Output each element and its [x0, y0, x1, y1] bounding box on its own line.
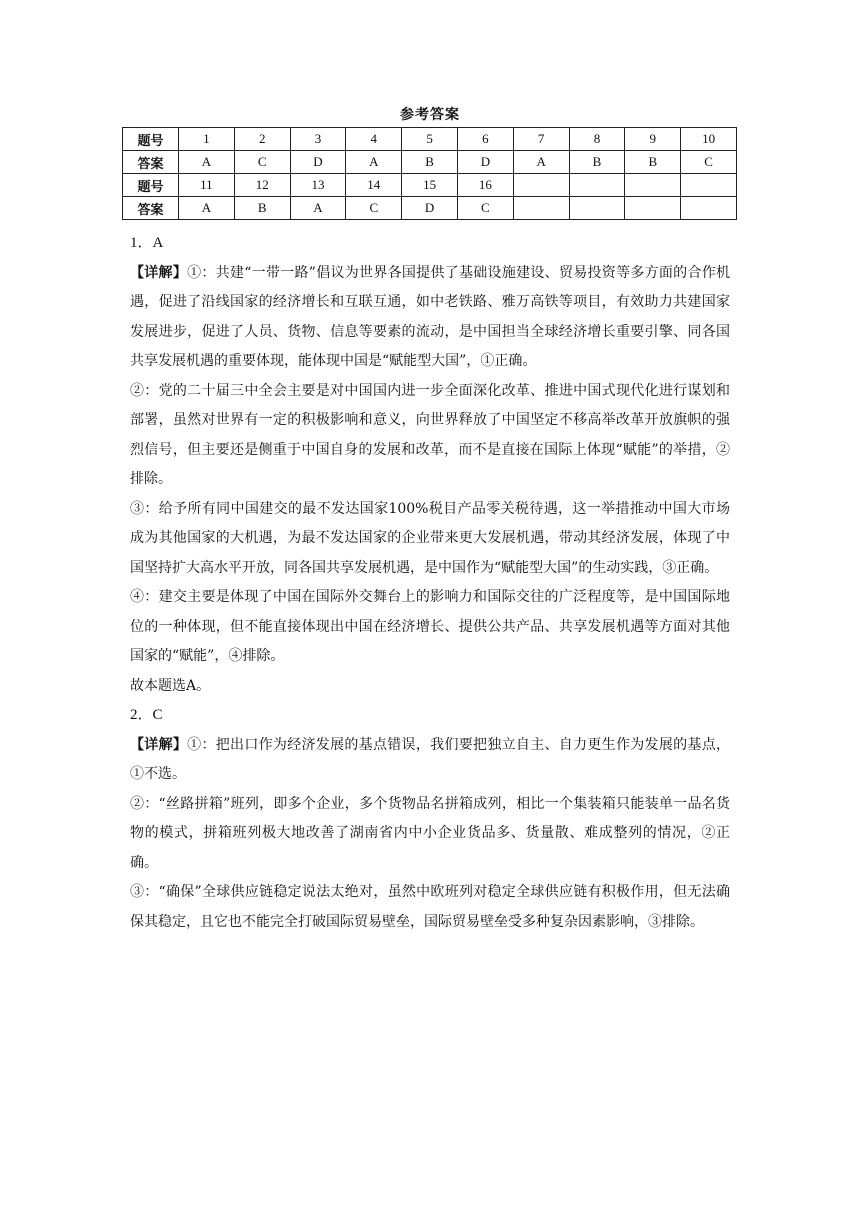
row-header: 答案: [123, 197, 179, 220]
table-row: [123, 174, 737, 197]
table-cell: 6: [457, 128, 513, 151]
detail-tag: 【详解】: [130, 264, 188, 281]
table-cell: 4: [346, 128, 402, 151]
table-cell: C: [681, 151, 737, 174]
table-cell: A: [179, 197, 235, 220]
table-cell: 13: [290, 174, 346, 197]
page-title: 参考答案: [400, 107, 460, 123]
detail-tag: 【详解】: [130, 736, 188, 753]
explanations: [130, 229, 730, 937]
table-cell: [681, 174, 737, 197]
question-2-point-2: ②：“丝路拼箱”班列，即多个企业，多个货物品名拼箱成列，相比一个集装箱只能装单一品名货物的模式，拼箱班列极大地改善了湖南省内中小企业货品多、货量散、难成整列的情况，②正确。: [130, 795, 730, 871]
question-1-heading: 1．A: [130, 235, 164, 251]
table-cell: 16: [457, 174, 513, 197]
table-cell: C: [234, 151, 290, 174]
table-cell: [625, 174, 681, 197]
table-cell: [625, 197, 681, 220]
answer-table: [122, 127, 737, 220]
table-cell: D: [402, 197, 458, 220]
table-cell: 9: [625, 128, 681, 151]
table-cell: 8: [569, 128, 625, 151]
table-cell: [513, 174, 569, 197]
table-cell: B: [625, 151, 681, 174]
table-cell: A: [346, 151, 402, 174]
table-row: [123, 197, 737, 220]
table-cell: B: [234, 197, 290, 220]
table-row: [123, 151, 737, 174]
question-1-conclusion: 故本题选A。: [130, 677, 211, 694]
table-cell: 11: [179, 174, 235, 197]
question-1-point-3: ③：给予所有同中国建交的最不发达国家100%税目产品零关税待遇，这一举措推动中国大市场成为其他国家的大机遇，为最不发达国家的企业带来更大发展机遇，带动其经济发展，体现了中国坚持扩大高水平开放，同各国共享发展机遇，是中国作为“赋能型大国”的生动实践，③正确。: [130, 500, 730, 576]
row-header: 题号: [123, 174, 179, 197]
table-cell: [569, 197, 625, 220]
table-cell: 7: [513, 128, 569, 151]
table-cell: C: [346, 197, 402, 220]
table-cell: [681, 197, 737, 220]
table-cell: A: [513, 151, 569, 174]
table-cell: 3: [290, 128, 346, 151]
table-row: [123, 128, 737, 151]
table-cell: 12: [234, 174, 290, 197]
table-cell: 5: [402, 128, 458, 151]
table-cell: 2: [234, 128, 290, 151]
question-2-heading: 2．C: [130, 707, 163, 723]
table-cell: [513, 197, 569, 220]
table-cell: [569, 174, 625, 197]
row-header: 题号: [123, 128, 179, 151]
table-cell: D: [290, 151, 346, 174]
question-1-point-2: ②：党的二十届三中全会主要是对中国国内进一步全面深化改革、推进中国式现代化进行谋划和部署，虽然对世界有一定的积极影响和意义，向世界释放了中国坚定不移高举改革开放旗帜的强烈信号，但主要还是侧重于中国自身的发展和改革，而不是直接在国际上体现“赋能”的举措，②排除。: [130, 382, 730, 487]
table-cell: A: [179, 151, 235, 174]
table-cell: A: [290, 197, 346, 220]
table-cell: 1: [179, 128, 235, 151]
table-cell: C: [457, 197, 513, 220]
question-1-point-4: ④：建交主要是体现了中国在国际外交舞台上的影响力和国际交往的广泛程度等，是中国国际地位的一种体现，但不能直接体现出中国在经济增长、提供公共产品、共享发展机遇等方面对其他国家的“赋能”，④排除。: [130, 589, 730, 664]
row-header: 答案: [123, 151, 179, 174]
table-cell: B: [569, 151, 625, 174]
table-cell: 15: [402, 174, 458, 197]
question-2-point-1: 【详解】①：把出口作为经济发展的基点错误，我们要把独立自主、自力更生作为发展的基点，①不选。: [130, 736, 730, 782]
table-cell: 10: [681, 128, 737, 151]
question-2-point-3: ③：“确保”全球供应链稳定说法太绝对，虽然中欧班列对稳定全球供应链有积极作用，但无法确保其稳定，且它也不能完全打破国际贸易壁垒，国际贸易壁垒受多种复杂因素影响，③排除。: [130, 884, 730, 930]
table-cell: B: [402, 151, 458, 174]
table-cell: 14: [346, 174, 402, 197]
question-1-point-1: 【详解】①：共建“一带一路”倡议为世界各国提供了基础设施建设、贸易投资等多方面的合作机遇，促进了沿线国家的经济增长和互联互通，如中老铁路、雅万高铁等项目，有效助力共建国家发展进步，促进了人员、货物、信息等要素的流动，是中国担当全球经济增长重要引擎、同各国共享发展机遇的重要体现，能体现中国是“赋能型大国”，①正确。: [130, 264, 731, 369]
table-cell: D: [457, 151, 513, 174]
